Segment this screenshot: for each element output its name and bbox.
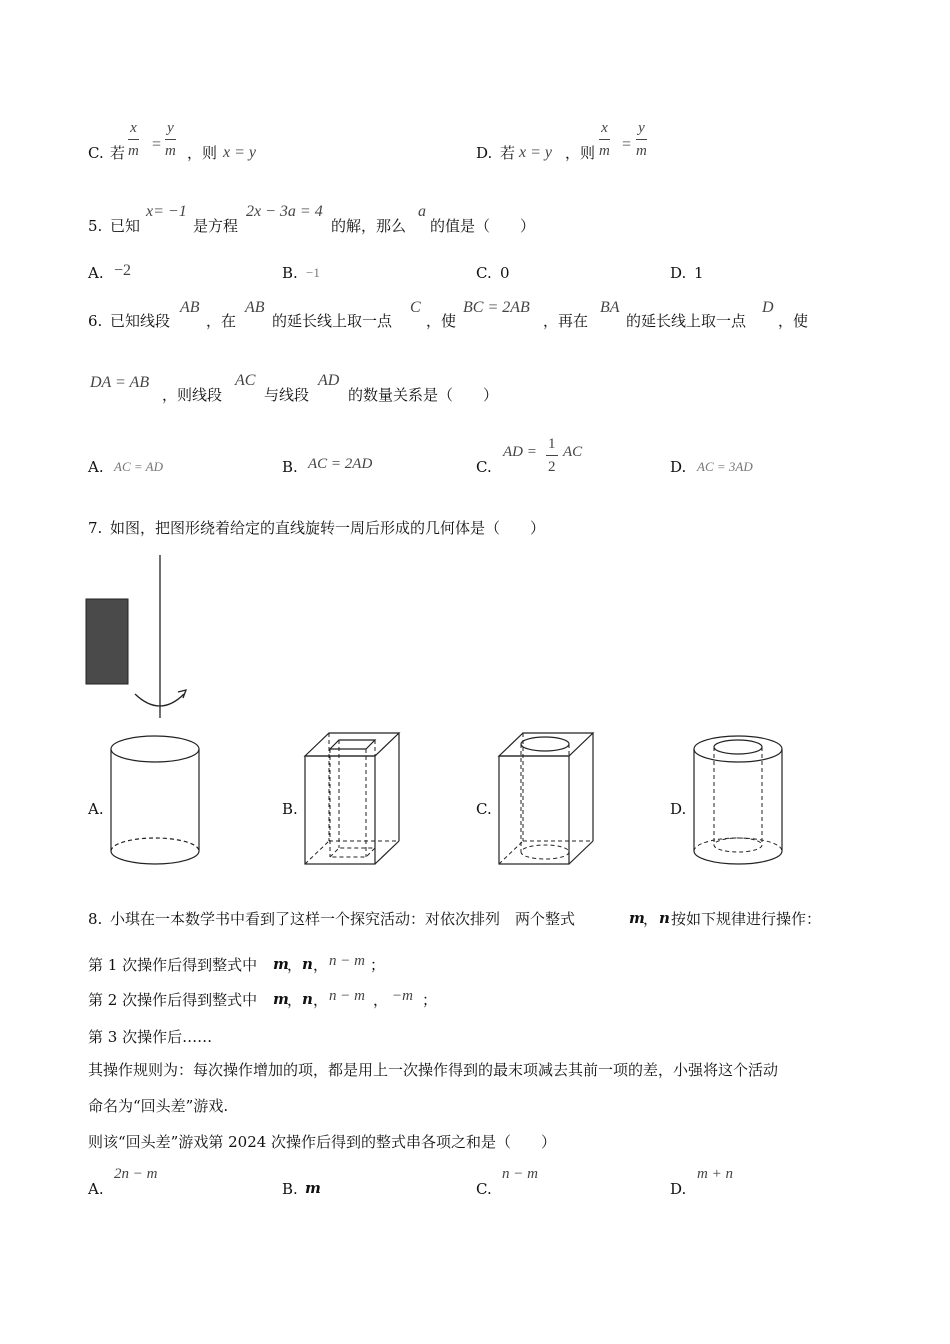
separator: ， [287,956,303,974]
rule-text: 命名为“回头差”游戏. [88,1097,229,1115]
variable: n [302,955,313,973]
separator: ， [643,910,659,928]
fraction [546,437,558,475]
option-text: 若 [500,144,516,162]
option-value: AD = [503,444,537,460]
option-text: ，则 [187,144,218,162]
math-expr: 2x − 3a = 4 [246,203,323,220]
solid-cylinder [108,733,202,869]
option-label: D. [670,458,687,476]
option-label: C. [476,800,492,818]
variable: m [273,955,289,973]
question-text: ，使 [778,312,809,330]
rotation-figure [80,550,200,725]
math-expr: −m [392,988,413,1004]
fraction [599,121,610,159]
question-text: 与线段 [264,386,310,404]
option-label: C. [476,264,492,282]
variable: m [629,909,645,927]
option-label: B. [282,264,298,282]
numerator: x [130,120,137,136]
variable: n [302,990,313,1008]
option-label: D. [670,264,687,282]
option-label: D. [670,800,687,818]
option-value: AC = AD [114,459,163,474]
option-value: −2 [114,262,132,279]
separator: ， [313,991,329,1009]
math-expr: C [410,299,421,316]
math-expr: n − m [329,988,365,1004]
hollow-square-prism [302,730,402,868]
option-label: D. [476,144,493,162]
numerator: y [167,120,174,136]
option-label: B. [282,458,298,476]
option-label: C. [476,458,492,476]
option-text: ，则 [565,144,596,162]
math-expr: n − m [329,953,365,969]
denominator: m [165,143,176,159]
question-text: 已知 [110,217,141,235]
option-label: B. [282,1180,298,1198]
option-label: A. [88,1180,104,1198]
separator: ； [422,991,438,1009]
math-expr: AD [318,372,340,389]
separator: ， [287,991,303,1009]
question-text: 按如下规律进行操作： [671,910,822,928]
question-number: 5. [88,217,103,235]
option-value: 0 [500,264,510,282]
variable: n [659,909,670,927]
question-text: ，在 [206,312,237,330]
question-text: 的数量关系是（ ） [348,386,499,404]
option-label: D. [670,1180,687,1198]
option-value: AC = 3AD [697,459,753,474]
step-text: 第 3 次操作后…… [88,1028,213,1046]
math-expr: x = y [519,144,552,161]
question-text: 则该“回头差”游戏第 2024 次操作后得到的整式串各项之和是（ ） [88,1133,557,1151]
rule-text: 其操作规则为：每次操作增加的项，都是用上一次操作得到的最末项减去其前一项的差，小强将这个活动 [88,1061,779,1079]
shaded-rectangle [86,599,128,684]
option-label: A. [88,264,104,282]
math-expr: AC [235,372,256,389]
option-value: m + n [697,1166,733,1182]
question-text: 的解，那么 [331,217,407,235]
question-text: ，则线段 [162,386,223,404]
numerator: x [601,120,608,136]
separator: ， [373,991,389,1009]
option-value: AC [563,444,583,460]
question-number: 7. [88,519,103,537]
question-text: 是方程 [193,217,239,235]
option-label: A. [88,800,104,818]
option-text: 若 [110,144,126,162]
variable: m [273,990,289,1008]
denominator: 2 [548,459,556,475]
option-value: m [305,1179,321,1197]
option-label: B. [282,800,298,818]
numerator: 1 [548,436,556,452]
option-value: AC = 2AD [308,456,373,472]
math-expr: DA = AB [90,374,150,391]
fraction [128,121,139,159]
hollow-cylinder-prism [496,730,596,868]
fraction [636,121,647,159]
question-text: 的延长线上取一点 [626,312,747,330]
numerator: y [638,120,645,136]
math-expr: a [418,203,426,220]
math-expr: x= −1 [146,203,187,220]
question-text: 的值是（ ） [430,217,536,235]
option-label: C. [476,1180,492,1198]
denominator: m [128,143,139,159]
math-expr: AB [245,299,265,316]
option-label: A. [88,458,104,476]
equals: = [152,136,162,153]
arrow-head-icon [178,690,186,698]
option-value: 2n − m [114,1166,158,1182]
separator: ； [370,956,386,974]
math-expr: D [762,299,774,316]
question-number: 8. [88,910,103,928]
math-expr: BA [600,299,620,316]
option-value: −1 [306,265,320,280]
math-expr: x = y [223,144,256,161]
math-expr: BC = 2AB [463,299,530,316]
equals: = [622,136,632,153]
question-text: 已知线段 [110,312,171,330]
hollow-cylinder [690,733,786,869]
fraction [165,121,176,159]
option-value: n − m [502,1166,538,1182]
question-text: 小琪在一本数学书中看到了这样一个探究活动：对依次排列 两个整式 [110,910,576,928]
option-label: C. [88,144,104,162]
denominator: m [599,143,610,159]
separator: ， [313,956,329,974]
question-text: ，再在 [543,312,589,330]
math-expr: AB [180,299,200,316]
question-text: 如图，把图形绕着给定的直线旋转一周后形成的几何体是（ ） [110,519,546,537]
step-text: 第 2 次操作后得到整式中 [88,991,258,1009]
denominator: m [636,143,647,159]
question-text: 的延长线上取一点 [272,312,393,330]
option-value: 1 [694,264,704,282]
step-text: 第 1 次操作后得到整式中 [88,956,258,974]
question-text: ，使 [426,312,457,330]
question-number: 6. [88,312,103,330]
